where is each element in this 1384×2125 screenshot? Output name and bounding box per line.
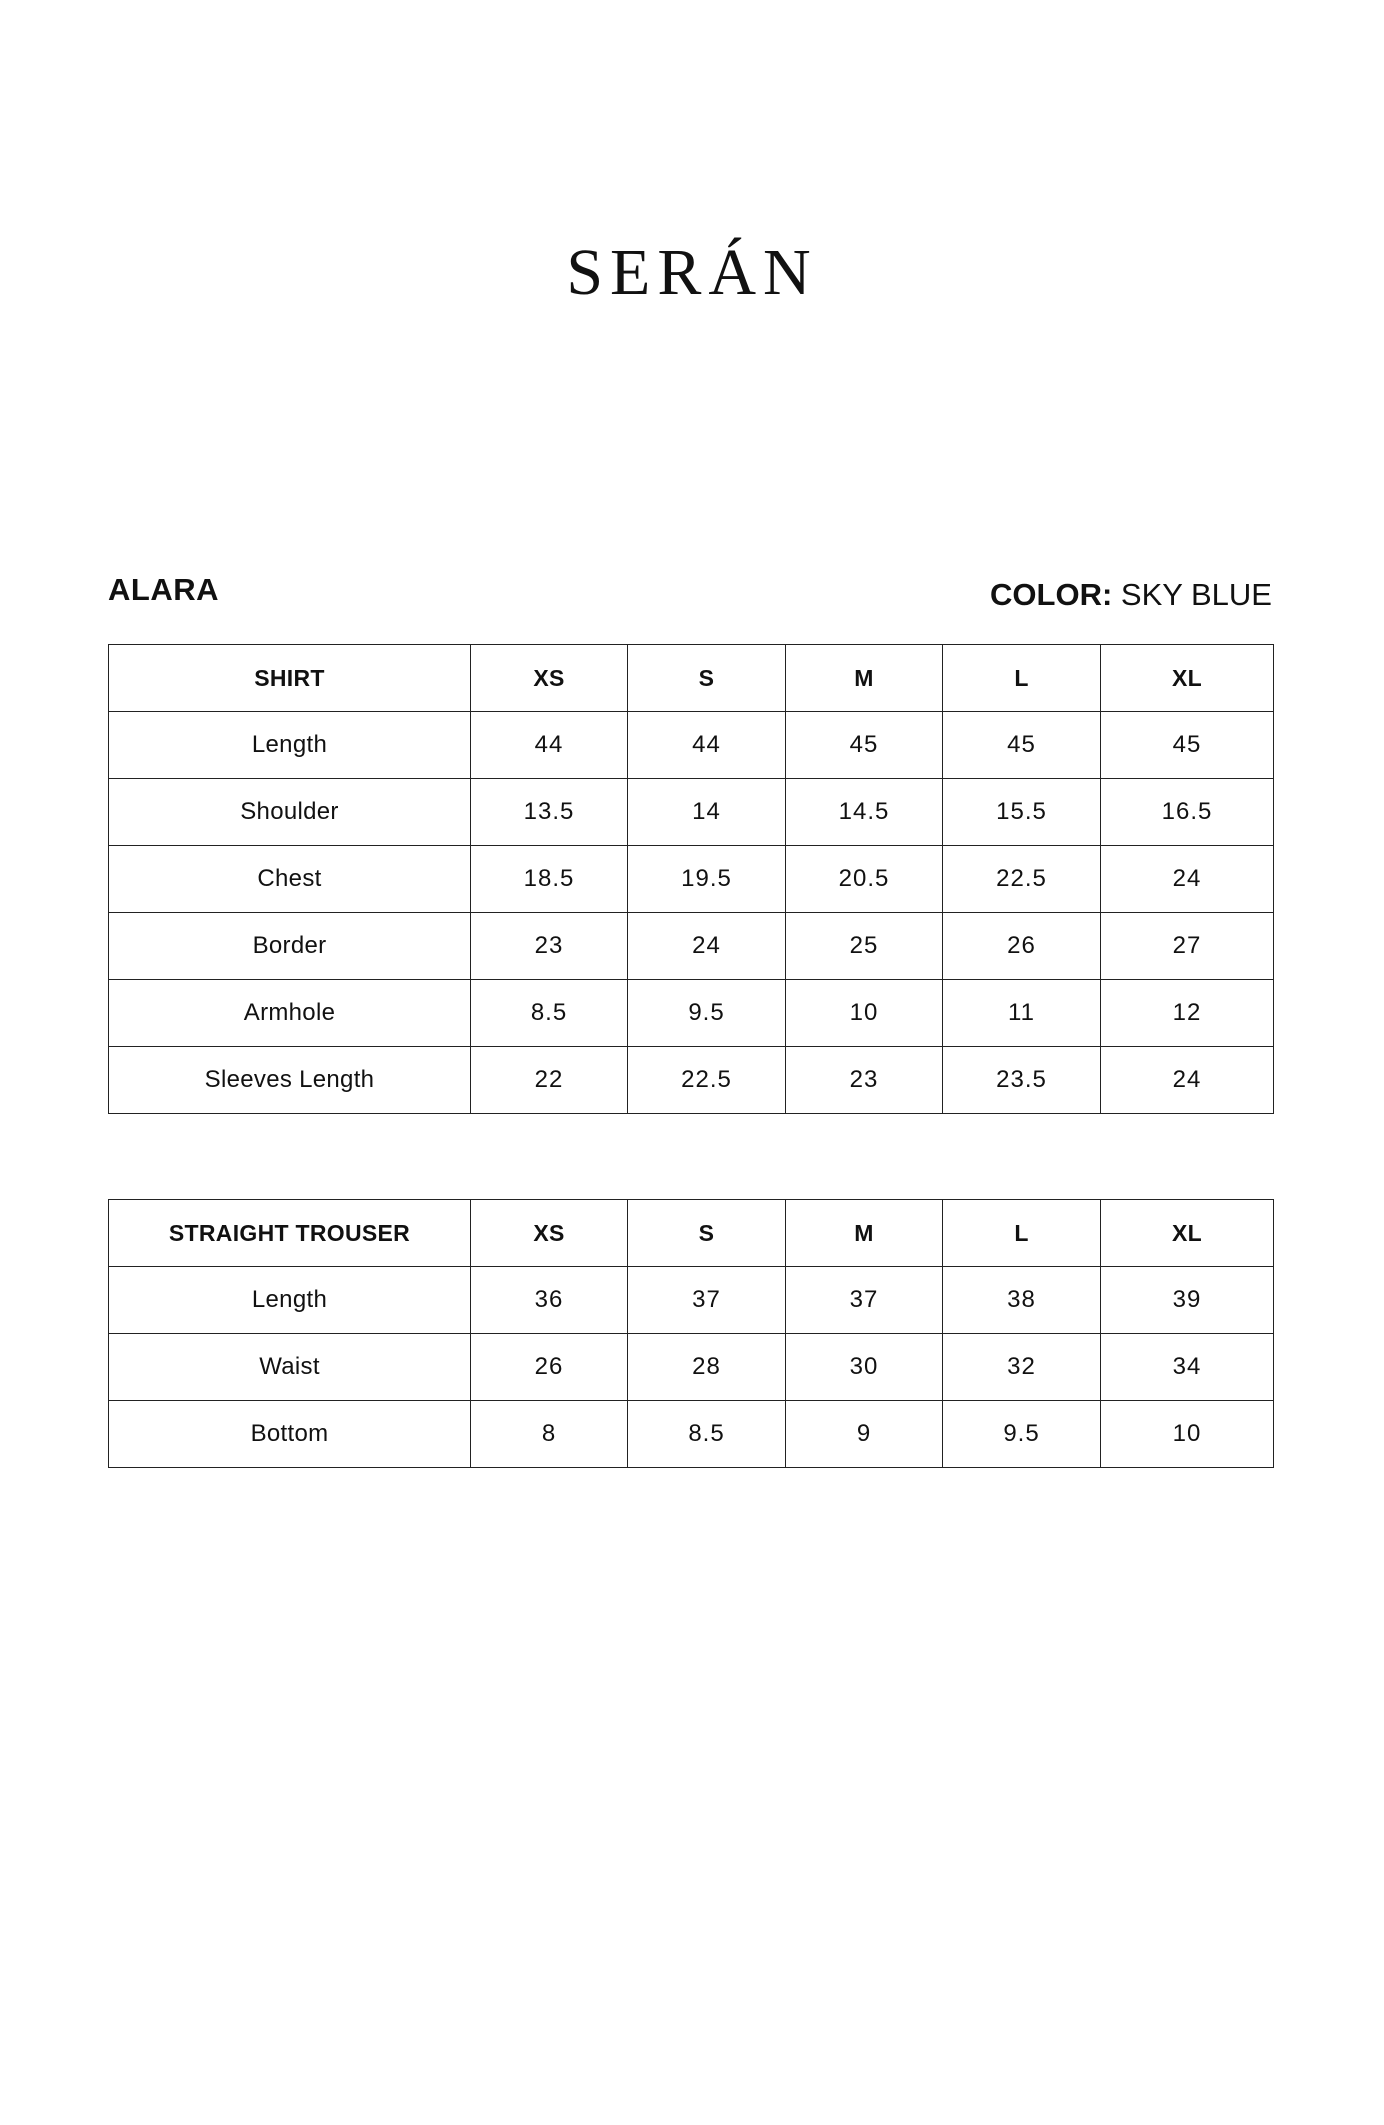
table-cell: 15.5	[943, 779, 1101, 846]
row-label: Length	[109, 1267, 471, 1334]
table-cell: 26	[943, 913, 1101, 980]
column-header: XL	[1101, 645, 1274, 712]
table-cell: 12	[1101, 980, 1274, 1047]
table-cell: 22.5	[628, 1047, 786, 1114]
table-cell: 44	[471, 712, 628, 779]
table-row	[109, 712, 1274, 779]
row-label: Waist	[109, 1334, 471, 1401]
row-label: Armhole	[109, 980, 471, 1047]
table-cell: 22	[471, 1047, 628, 1114]
table-cell: 10	[1101, 1401, 1274, 1468]
row-label: Length	[109, 712, 471, 779]
column-header: M	[786, 645, 943, 712]
table-cell: 27	[1101, 913, 1274, 980]
table-row	[109, 1401, 1274, 1468]
table-cell: 9	[786, 1401, 943, 1468]
table-cell: 18.5	[471, 846, 628, 913]
table-cell: 10	[786, 980, 943, 1047]
row-label: Border	[109, 913, 471, 980]
table-row	[109, 846, 1274, 913]
table-cell: 23.5	[943, 1047, 1101, 1114]
table-cell: 45	[943, 712, 1101, 779]
table-cell: 28	[628, 1334, 786, 1401]
column-header: XS	[471, 645, 628, 712]
table-cell: 14.5	[786, 779, 943, 846]
shirt-size-table	[108, 644, 1274, 1114]
table-row	[109, 913, 1274, 980]
table-cell: 44	[628, 712, 786, 779]
table-cell: 26	[471, 1334, 628, 1401]
table-cell: 34	[1101, 1334, 1274, 1401]
table-cell: 14	[628, 779, 786, 846]
column-header: S	[628, 1200, 786, 1267]
column-header: SHIRT	[109, 645, 471, 712]
table-cell: 24	[628, 913, 786, 980]
table-cell: 8.5	[628, 1401, 786, 1468]
column-header: XS	[471, 1200, 628, 1267]
table-cell: 13.5	[471, 779, 628, 846]
column-header: L	[943, 645, 1101, 712]
row-label: Shoulder	[109, 779, 471, 846]
column-header: STRAIGHT TROUSER	[109, 1200, 471, 1267]
table-cell: 36	[471, 1267, 628, 1334]
table-cell: 32	[943, 1334, 1101, 1401]
column-header: M	[786, 1200, 943, 1267]
table-cell: 8.5	[471, 980, 628, 1047]
table-row	[109, 1334, 1274, 1401]
table-cell: 22.5	[943, 846, 1101, 913]
table-cell: 11	[943, 980, 1101, 1047]
table-cell: 23	[786, 1047, 943, 1114]
table-cell: 37	[628, 1267, 786, 1334]
table-cell: 30	[786, 1334, 943, 1401]
table-cell: 24	[1101, 1047, 1274, 1114]
table-cell: 9.5	[628, 980, 786, 1047]
table-cell: 20.5	[786, 846, 943, 913]
table-cell: 25	[786, 913, 943, 980]
brand-logo: SERÁN	[566, 236, 818, 309]
table-row	[109, 1047, 1274, 1114]
table-cell: 24	[1101, 846, 1274, 913]
color-value: SKY BLUE	[1120, 577, 1272, 612]
color-label: COLOR:	[990, 577, 1113, 612]
column-header: XL	[1101, 1200, 1274, 1267]
table-cell: 8	[471, 1401, 628, 1468]
table-row	[109, 1267, 1274, 1334]
table-cell: 45	[786, 712, 943, 779]
table-header-row	[109, 645, 1274, 712]
product-color	[990, 577, 1272, 613]
table-cell: 23	[471, 913, 628, 980]
table-cell: 39	[1101, 1267, 1274, 1334]
table-header-row	[109, 1200, 1274, 1267]
table-cell: 9.5	[943, 1401, 1101, 1468]
column-header: L	[943, 1200, 1101, 1267]
product-name: ALARA	[108, 572, 219, 607]
row-label: Bottom	[109, 1401, 471, 1468]
table-cell: 38	[943, 1267, 1101, 1334]
table-row	[109, 779, 1274, 846]
table-cell: 16.5	[1101, 779, 1274, 846]
column-header: S	[628, 645, 786, 712]
table-cell: 45	[1101, 712, 1274, 779]
table-cell: 19.5	[628, 846, 786, 913]
row-label: Chest	[109, 846, 471, 913]
trouser-size-table	[108, 1199, 1274, 1468]
table-cell: 37	[786, 1267, 943, 1334]
row-label: Sleeves Length	[109, 1047, 471, 1114]
table-row	[109, 980, 1274, 1047]
